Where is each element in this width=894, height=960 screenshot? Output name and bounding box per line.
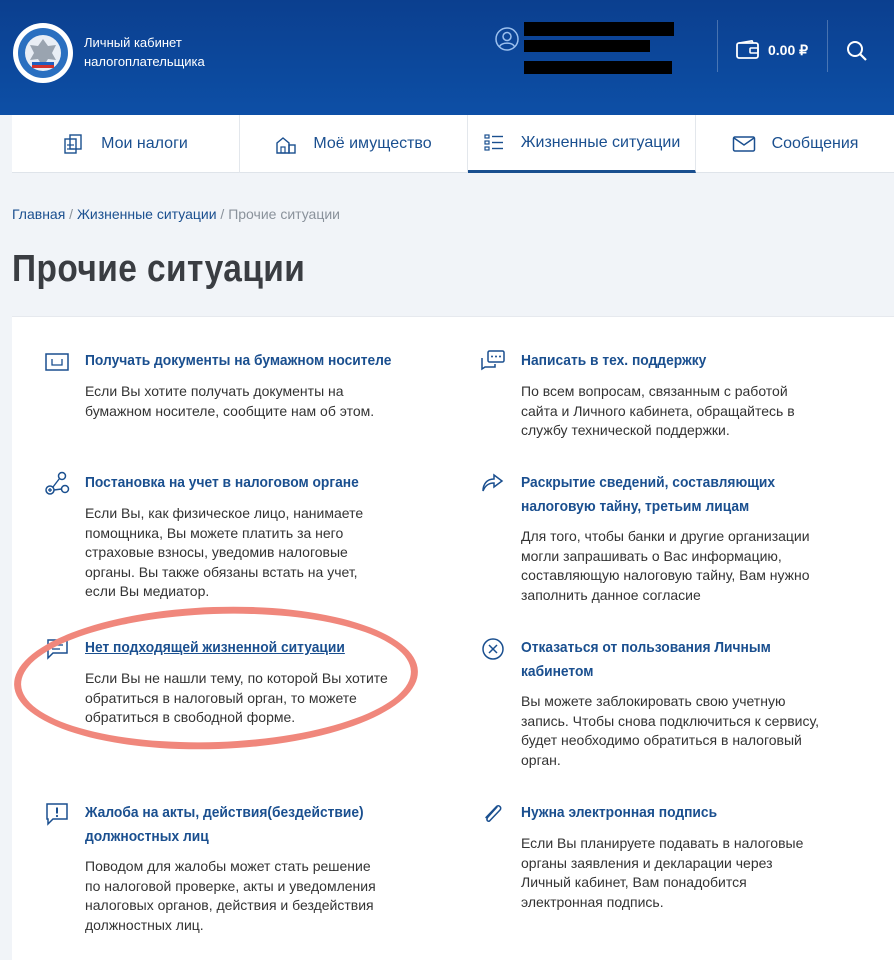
title-line: Отказаться от пользования Личным: [521, 639, 771, 656]
situation-title[interactable]: Постановка на учет в налоговом органе: [85, 474, 359, 491]
page-title: Прочие ситуации: [12, 248, 306, 290]
tab-label: Моё имущество: [313, 135, 432, 152]
description-line: Если Вы, как физическое лицо, нанимаете: [85, 505, 364, 521]
situation-electronic-signature[interactable]: [480, 801, 880, 916]
tab-messages[interactable]: [696, 115, 894, 173]
description-line: Личный кабинет, Вам понадобится: [521, 874, 747, 890]
description-line: органы заявления и декларации через: [521, 854, 773, 871]
situation-description: [85, 382, 374, 421]
paper-document-icon: [44, 349, 70, 375]
description-line: Для того, чтобы банки и другие организации: [521, 528, 810, 544]
description-line: если Вы медиатор.: [85, 583, 210, 599]
balance-amount[interactable]: 0.00 ₽: [768, 42, 809, 58]
title-line: должностных лиц: [85, 828, 209, 845]
situation-description: [85, 857, 376, 935]
situation-description: [521, 834, 803, 912]
description-line: Вы можете заблокировать свою учетную: [521, 693, 786, 709]
situation-description: [521, 382, 795, 441]
description-line: составляющую налоговую тайну, Вам нужно: [521, 567, 810, 583]
description-line: должностных лиц.: [85, 916, 204, 933]
breadcrumb-separator: /: [65, 206, 77, 222]
title-line: налоговую тайну, третьим лицам: [521, 498, 750, 515]
situation-description: [521, 692, 819, 770]
situation-refuse-account[interactable]: [480, 636, 880, 771]
search-icon[interactable]: [846, 40, 868, 62]
wallet-icon[interactable]: [736, 40, 760, 60]
tab-label: Сообщения: [771, 135, 859, 152]
title-line: кабинетом: [521, 663, 594, 680]
situation-title[interactable]: Получать документы на бумажном носителе: [85, 352, 392, 369]
breadcrumb-current: Прочие ситуации: [228, 206, 340, 222]
description-line: могли запрашивать о Вас информацию,: [521, 547, 782, 564]
share-icon: [480, 471, 506, 497]
breadcrumb-home[interactable]: Главная: [12, 206, 66, 222]
description-line: сайта и Личного кабинета, обращайтесь в: [521, 402, 795, 419]
description-line: Если Вы планируете подавать в налоговые: [521, 835, 804, 851]
property-icon: [275, 133, 297, 155]
description-line: запись. Чтобы снова подключиться к сервису,: [521, 712, 819, 729]
situation-complaint[interactable]: [44, 801, 444, 936]
redacted-user-name: [524, 22, 674, 36]
description-line: по налоговой проверке, акты и уведомления: [85, 877, 376, 894]
situation-description: [521, 527, 810, 605]
brand-line-1: Личный кабинет: [84, 35, 182, 50]
description-line: помощника, Вы можете платить за него: [85, 524, 344, 541]
brand-line-2: налогоплательщика: [84, 54, 205, 69]
description-line: страховые взносы, уведомив налоговые: [85, 544, 348, 560]
header-divider: [827, 20, 828, 72]
tab-life-situations[interactable]: [468, 115, 696, 173]
paperclip-icon: [480, 801, 506, 827]
close-circle-icon: [480, 636, 506, 662]
description-line: Если Вы не нашли тему, по которой Вы хотите: [85, 670, 388, 686]
main-nav-tabs: [12, 115, 894, 173]
situation-title[interactable]: Нет подходящей жизненной ситуации: [85, 639, 345, 656]
tab-label: Мои налоги: [101, 135, 188, 152]
situation-paper-documents[interactable]: [44, 349, 444, 429]
breadcrumb: [12, 206, 340, 222]
description-line: бумажном носителе, сообщите нам об этом.: [85, 402, 375, 419]
envelope-icon: [732, 134, 756, 154]
description-line: заполнить данное согласие: [521, 586, 701, 603]
situation-tax-registration[interactable]: [44, 471, 444, 601]
description-line: По всем вопросам, связанным с работой: [521, 383, 788, 399]
description-line: электронная подпись.: [521, 893, 664, 910]
description-line: налоговых органов, действия и бездействия: [85, 897, 374, 913]
tab-my-taxes[interactable]: [12, 115, 240, 173]
header: [0, 0, 894, 115]
description-line: службу технической поддержки.: [521, 422, 730, 438]
situation-title[interactable]: [521, 636, 771, 684]
description-line: Если Вы хотите получать документы на: [85, 383, 344, 399]
breadcrumb-life-situations[interactable]: Жизненные ситуации: [76, 206, 217, 222]
header-divider: [717, 20, 718, 72]
situation-title[interactable]: Написать в тех. поддержку: [521, 352, 707, 369]
list-icon: [483, 132, 505, 154]
user-icon[interactable]: [495, 27, 519, 51]
description-line: орган.: [521, 751, 561, 768]
taxes-icon: [63, 133, 85, 155]
situation-title[interactable]: [85, 801, 364, 849]
brand-title[interactable]: [84, 33, 205, 71]
description-line: Поводом для жалобы может стать решение: [85, 858, 371, 874]
tab-my-property[interactable]: [240, 115, 468, 173]
redacted-inn: [524, 61, 672, 74]
network-icon: [44, 471, 70, 497]
complaint-icon: [44, 801, 70, 827]
situation-title[interactable]: Нужна электронная подпись: [521, 804, 718, 821]
situation-tax-secret-disclosure[interactable]: [480, 471, 880, 606]
description-line: будет необходимо обратиться в налоговый: [521, 732, 802, 748]
title-line: Раскрытие сведений, составляющих: [521, 474, 776, 491]
chat-icon: [480, 349, 506, 375]
fns-emblem-logo[interactable]: [12, 22, 74, 84]
breadcrumb-separator: /: [216, 206, 229, 222]
title-line: Жалоба на акты, действия(бездействие): [85, 804, 364, 821]
situation-tech-support[interactable]: [480, 349, 880, 439]
situation-description: [85, 504, 363, 602]
tab-label: Жизненные ситуации: [520, 133, 681, 151]
situation-title[interactable]: [521, 471, 775, 519]
description-line: обратиться в свободной форме.: [85, 709, 296, 725]
redacted-user-name-2: [524, 40, 650, 52]
description-line: обратиться в налоговый орган, то можете: [85, 689, 357, 706]
description-line: органы. Вы также обязаны встать на учет,: [85, 563, 358, 580]
